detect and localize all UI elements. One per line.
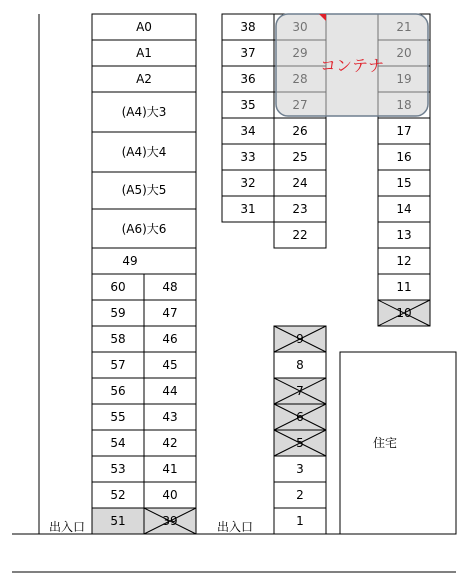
space-45-label: 45 — [162, 358, 178, 372]
space-11-label: 11 — [396, 280, 412, 294]
space-46-label: 46 — [162, 332, 178, 346]
space-53-label: 53 — [110, 462, 126, 476]
column-left-outer — [92, 274, 144, 534]
space-35-label: 35 — [240, 98, 256, 112]
space-26-label: 26 — [292, 124, 308, 138]
space-large-3-label: (A4)大3 — [121, 105, 167, 119]
space-59-label: 59 — [110, 306, 126, 320]
space-40-label: 40 — [162, 488, 178, 502]
entrance-right-label: 出入口 — [216, 520, 254, 534]
space-32-label: 32 — [240, 176, 256, 190]
space-9-label: 9 — [296, 332, 304, 346]
space-24-label: 24 — [292, 176, 308, 190]
space-48-label: 48 — [162, 280, 178, 294]
space-57-label: 57 — [110, 358, 126, 372]
space-47-label: 47 — [162, 306, 178, 320]
residence-label: 住宅 — [372, 436, 398, 450]
space-16-label: 16 — [396, 150, 412, 164]
space-56-label: 56 — [110, 384, 126, 398]
space-large-6-label: (A6)大6 — [121, 222, 167, 236]
space-22-label: 22 — [292, 228, 308, 242]
space-58-label: 58 — [110, 332, 126, 346]
space-8-label: 8 — [296, 358, 304, 372]
space-5-label: 5 — [296, 436, 304, 450]
space-A2-label: A2 — [136, 72, 152, 86]
space-3-label: 3 — [296, 462, 304, 476]
space-55-label: 55 — [110, 410, 126, 424]
space-37-label: 37 — [240, 46, 256, 60]
space-41-label: 41 — [162, 462, 178, 476]
space-43-label: 43 — [162, 410, 178, 424]
space-13-label: 13 — [396, 228, 412, 242]
space-34-label: 34 — [240, 124, 256, 138]
space-39-label: 39 — [162, 514, 178, 528]
space-60-label: 60 — [110, 280, 126, 294]
residence-building — [340, 352, 456, 534]
space-large-5-label: (A5)大5 — [121, 183, 167, 197]
space-38-label: 38 — [240, 20, 256, 34]
space-14-label: 14 — [396, 202, 412, 216]
space-54-label: 54 — [110, 436, 126, 450]
space-36-label: 36 — [240, 72, 256, 86]
space-31-label: 31 — [240, 202, 256, 216]
space-17-label: 17 — [396, 124, 412, 138]
column-mid-right-bottom — [274, 326, 326, 534]
space-44-label: 44 — [162, 384, 178, 398]
space-A0-label: A0 — [136, 20, 152, 34]
space-23-label: 23 — [292, 202, 308, 216]
space-large-4-label: (A4)大4 — [121, 145, 167, 159]
space-42-label: 42 — [162, 436, 178, 450]
column-mid-left — [222, 14, 274, 222]
space-6-label: 6 — [296, 410, 304, 424]
space-10-label: 10 — [396, 306, 412, 320]
container-label: コンテナ — [319, 56, 385, 75]
space-33-label: 33 — [240, 150, 256, 164]
space-1-label: 1 — [296, 514, 304, 528]
space-2-label: 2 — [296, 488, 304, 502]
space-49[interactable] — [92, 248, 196, 274]
space-7-label: 7 — [296, 384, 304, 398]
space-49-label: 49 — [122, 254, 138, 268]
column-left-inner — [144, 274, 196, 534]
entrance-left-label: 出入口 — [48, 520, 86, 534]
space-51-label: 51 — [110, 514, 126, 528]
space-A1-label: A1 — [136, 46, 152, 60]
space-25-label: 25 — [292, 150, 308, 164]
space-12-label: 12 — [396, 254, 412, 268]
space-15-label: 15 — [396, 176, 412, 190]
space-52-label: 52 — [110, 488, 126, 502]
column-top-left — [92, 14, 196, 274]
